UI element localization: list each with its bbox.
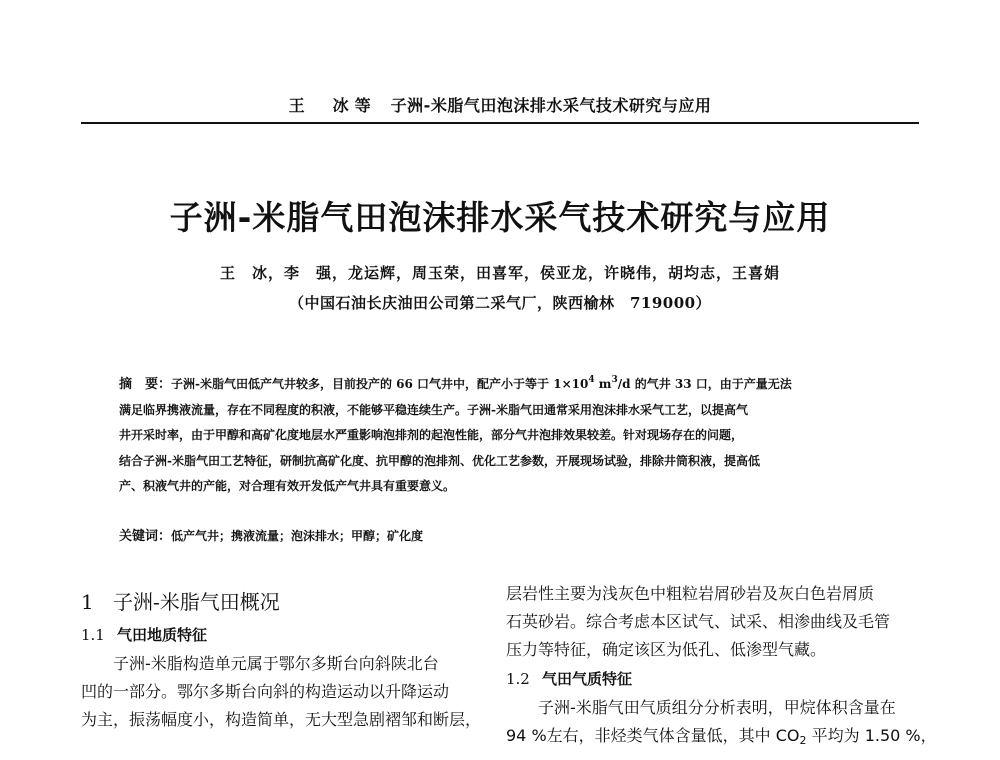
header-rule (81, 122, 919, 124)
subsection-title: 气田气质特征 (542, 670, 633, 688)
subsection-heading (81, 620, 493, 650)
author-list: 王 冰，李 强，龙运辉，周玉荣，田喜军，侯亚龙，许晓伟，胡均志，王喜娟 (219, 264, 780, 282)
body-line: 凹的一部分。鄂尔多斯台向斜的构造运动以升降运动 (81, 682, 450, 701)
running-header (0, 93, 1000, 116)
text-run: /d 的气井 33 口，由于产量无法 (617, 377, 792, 391)
abstract-line (119, 372, 899, 398)
paper-title: 子洲-米脂气田泡沫排水采气技术研究与应用 (169, 198, 831, 237)
subsection-number: 1.2 (506, 670, 530, 688)
body-line: 石英砂岩。综合考虑本区试气、试采、相渗曲线及毛管 (506, 612, 891, 631)
abstract-text (171, 377, 792, 391)
left-column (81, 588, 493, 734)
text-run: 满足临界携液流量，存在不同程度的积液，不能够平稳连续生产。子洲-米脂气田通常采用泡沫排水采气工艺，以提高气 (119, 402, 748, 417)
text-run: 结合子洲-米脂气田工艺特征，研制抗高矿化度、抗甲醇的泡排剂、优化工艺参数，开展现场试验，排除井筒积液，提高低 (119, 453, 760, 468)
body-line: 为主，振荡幅度小，构造简单，无大型急剧褶邹和断层， (81, 710, 482, 729)
running-header-authors: 王 冰等 (288, 96, 377, 115)
body-line (506, 722, 937, 750)
abstract-label: 摘 要： (119, 377, 172, 392)
keywords (119, 525, 899, 544)
keywords-text: 低产气井；携液流量；泡沫排水；甲醇；矿化度 (171, 529, 424, 543)
abstract-line (119, 398, 899, 424)
body-line: 压力等特征，确定该区为低孔、低渗型气藏。 (506, 640, 827, 659)
subscript: 2 (799, 734, 807, 747)
subsection-number: 1.1 (81, 626, 105, 644)
abstract-line (119, 449, 899, 475)
text-run: 平均为 1.50 %， (806, 726, 937, 745)
abstract (119, 372, 899, 500)
right-column (506, 580, 937, 750)
abstract-line (119, 474, 899, 500)
text-run: m (594, 377, 612, 391)
running-header-title: 子洲-米脂气田泡沫排水采气技术研究与应用 (390, 96, 712, 115)
text-run: 产、积液气井的产能，对合理有效开发低产气井具有重要意义。 (119, 479, 456, 493)
text-run: 井开采时率，由于甲醇和高矿化度地层水严重影响泡排剂的起泡性能，部分气井泡排效果较差。针对现场存在的问题， (119, 428, 744, 442)
keywords-label: 关键词： (119, 529, 172, 544)
superscript: 4 (588, 375, 595, 385)
body-line: 子洲-米脂气田气质组分分析表明，甲烷体积含量在 (538, 698, 896, 717)
text-run: 子洲-米脂气田低产气井较多，目前投产的 66 口气井中，配产小于等于 1×10 (171, 377, 589, 391)
body-line: 子洲-米脂构造单元属于鄂尔多斯台向斜陕北台 (113, 654, 439, 673)
section-number: 1 (81, 590, 94, 614)
section-heading (81, 588, 493, 620)
superscript: 3 (611, 375, 618, 385)
body-line: 层岩性主要为浅灰色中粗粒岩屑砂岩及灰白色岩屑质 (506, 584, 875, 603)
subsection-heading (506, 664, 920, 694)
abstract-line (119, 423, 899, 449)
text-run: 94 %左右，非烃类气体含量低，其中 CO (506, 726, 800, 745)
subsection-title: 气田地质特征 (117, 626, 208, 644)
section-title: 子洲-米脂气田概况 (113, 590, 280, 614)
affiliation: （中国石油长庆油田公司第二采气厂，陕西榆林 719000） (288, 294, 712, 312)
